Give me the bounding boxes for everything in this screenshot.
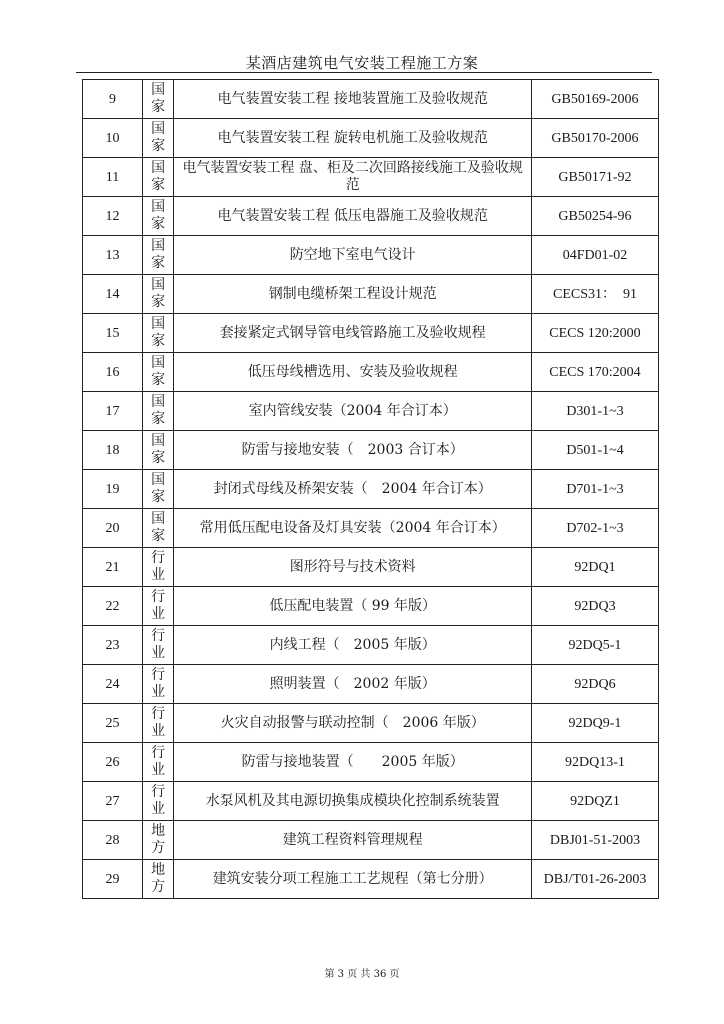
- row-number: 29: [83, 860, 143, 899]
- row-standard-code: D702-1~3: [531, 509, 658, 548]
- row-category: 国家: [151, 433, 166, 466]
- row-standard-code: DBJ/T01-26-2003: [531, 860, 658, 899]
- row-standard-code: DBJ01-51-2003: [531, 821, 658, 860]
- row-category-cell: [142, 782, 173, 821]
- row-category: 国家: [151, 472, 166, 505]
- row-category-cell: [142, 509, 173, 548]
- row-standard-name: 电气装置安装工程 接地装置施工及验收规范: [174, 80, 532, 119]
- row-category-cell: [142, 119, 173, 158]
- row-standard-name: 套接紧定式钢导管电线管路施工及验收规程: [174, 314, 532, 353]
- row-standard-name: 防空地下室电气设计: [174, 236, 532, 275]
- row-number: 28: [83, 821, 143, 860]
- row-number: 27: [83, 782, 143, 821]
- page-footer: 第 3 页 共 36 页: [324, 969, 400, 980]
- row-category: 国家: [151, 277, 166, 310]
- row-category-cell: [142, 743, 173, 782]
- row-standard-code: GB50170-2006: [531, 119, 658, 158]
- row-category: 行业: [151, 784, 166, 817]
- row-category-cell: [142, 821, 173, 860]
- row-category: 国家: [151, 355, 166, 388]
- row-standard-name: 常用低压配电设备及灯具安装（2004 年合订本）: [174, 509, 532, 548]
- table-row: [83, 548, 659, 587]
- table-row: [83, 665, 659, 704]
- table-row: [83, 314, 659, 353]
- row-standard-name: 建筑工程资料管理规程: [174, 821, 532, 860]
- row-category-cell: [142, 548, 173, 587]
- row-standard-code: CECS 170:2004: [531, 353, 658, 392]
- row-category-cell: [142, 158, 173, 197]
- row-number: 15: [83, 314, 143, 353]
- row-standard-code: 04FD01-02: [531, 236, 658, 275]
- row-category-cell: [142, 236, 173, 275]
- row-number: 14: [83, 275, 143, 314]
- row-number: 12: [83, 197, 143, 236]
- table-row: [83, 821, 659, 860]
- row-standard-name: 室内管线安装（2004 年合订本）: [174, 392, 532, 431]
- table-row: [83, 587, 659, 626]
- row-standard-name: 图形符号与技术资料: [174, 548, 532, 587]
- row-category: 国家: [151, 511, 166, 544]
- row-standard-code: D301-1~3: [531, 392, 658, 431]
- row-category-cell: [142, 626, 173, 665]
- row-standard-code: 92DQ1: [531, 548, 658, 587]
- row-standard-name: 电气装置安装工程 旋转电机施工及验收规范: [174, 119, 532, 158]
- row-standard-name: 防雷与接地装置（ 2005 年版）: [174, 743, 532, 782]
- table-row: [83, 197, 659, 236]
- row-standard-code: 92DQ9-1: [531, 704, 658, 743]
- row-number: 19: [83, 470, 143, 509]
- row-standard-code: CECS 120:2000: [531, 314, 658, 353]
- row-standard-code: GB50171-92: [531, 158, 658, 197]
- row-number: 22: [83, 587, 143, 626]
- table-row: [83, 158, 659, 197]
- row-number: 11: [83, 158, 143, 197]
- row-category: 地方: [151, 823, 166, 856]
- row-category: 国家: [151, 394, 166, 427]
- row-standard-code: GB50169-2006: [531, 80, 658, 119]
- row-category: 国家: [151, 199, 166, 232]
- row-category: 行业: [151, 628, 166, 661]
- row-category: 行业: [151, 550, 166, 583]
- table-row: [83, 470, 659, 509]
- table-row: [83, 431, 659, 470]
- row-standard-name: 内线工程（ 2005 年版）: [174, 626, 532, 665]
- row-standard-name: 低压配电装置（ 99 年版）: [174, 587, 532, 626]
- row-number: 26: [83, 743, 143, 782]
- row-standard-name: 封闭式母线及桥架安装（ 2004 年合订本）: [174, 470, 532, 509]
- row-category: 行业: [151, 667, 166, 700]
- row-category: 国家: [151, 82, 166, 115]
- table-row: [83, 353, 659, 392]
- row-standard-name: 火灾自动报警与联动控制（ 2006 年版）: [174, 704, 532, 743]
- row-standard-code: 92DQ6: [531, 665, 658, 704]
- row-category: 国家: [151, 238, 166, 271]
- row-category: 行业: [151, 745, 166, 778]
- row-number: 23: [83, 626, 143, 665]
- row-number: 17: [83, 392, 143, 431]
- row-standard-name: 水泵风机及其电源切换集成模块化控制系统装置: [174, 782, 532, 821]
- table-row: [83, 626, 659, 665]
- row-standard-name: 电气装置安装工程 低压电器施工及验收规范: [174, 197, 532, 236]
- row-number: 18: [83, 431, 143, 470]
- row-category-cell: [142, 314, 173, 353]
- row-standard-name: 建筑安装分项工程施工工艺规程（第七分册）: [174, 860, 532, 899]
- row-standard-code: 92DQ3: [531, 587, 658, 626]
- row-category-cell: [142, 392, 173, 431]
- row-standard-code: D501-1~4: [531, 431, 658, 470]
- row-category-cell: [142, 665, 173, 704]
- row-category-cell: [142, 80, 173, 119]
- row-standard-name: 低压母线槽选用、安装及验收规程: [174, 353, 532, 392]
- row-category-cell: [142, 353, 173, 392]
- header-rule: [76, 72, 652, 73]
- row-standard-name: 照明装置（ 2002 年版）: [174, 665, 532, 704]
- row-standard-code: D701-1~3: [531, 470, 658, 509]
- row-number: 10: [83, 119, 143, 158]
- standards-table: [82, 79, 659, 899]
- row-standard-code: 92DQZ1: [531, 782, 658, 821]
- row-number: 21: [83, 548, 143, 587]
- row-standard-name: 防雷与接地安装（ 2003 合订本）: [174, 431, 532, 470]
- row-number: 25: [83, 704, 143, 743]
- standards-table-body: [83, 80, 659, 899]
- row-standard-code: 92DQ5-1: [531, 626, 658, 665]
- row-category-cell: [142, 704, 173, 743]
- row-category-cell: [142, 470, 173, 509]
- row-standard-name: 钢制电缆桥架工程设计规范: [174, 275, 532, 314]
- table-row: [83, 704, 659, 743]
- row-category: 国家: [151, 121, 166, 154]
- row-category: 地方: [151, 862, 166, 895]
- row-number: 20: [83, 509, 143, 548]
- table-row: [83, 275, 659, 314]
- row-number: 16: [83, 353, 143, 392]
- row-standard-code: GB50254-96: [531, 197, 658, 236]
- row-number: 13: [83, 236, 143, 275]
- table-row: [83, 392, 659, 431]
- row-category: 国家: [151, 160, 166, 193]
- row-category: 国家: [151, 316, 166, 349]
- table-row: [83, 509, 659, 548]
- table-row: [83, 236, 659, 275]
- table-row: [83, 782, 659, 821]
- row-category-cell: [142, 431, 173, 470]
- row-category-cell: [142, 275, 173, 314]
- table-row: [83, 80, 659, 119]
- row-category-cell: [142, 197, 173, 236]
- row-category: 行业: [151, 589, 166, 622]
- row-number: 9: [83, 80, 143, 119]
- table-row: [83, 119, 659, 158]
- row-standard-code: CECS31： 91: [531, 275, 658, 314]
- row-category-cell: [142, 587, 173, 626]
- table-row: [83, 743, 659, 782]
- document-header-title: 某酒店建筑电气安装工程施工方案: [245, 54, 479, 72]
- row-category: 行业: [151, 706, 166, 739]
- row-category-cell: [142, 860, 173, 899]
- table-row: [83, 860, 659, 899]
- row-number: 24: [83, 665, 143, 704]
- row-standard-name: 电气装置安装工程 盘、柜及二次回路接线施工及验收规范: [174, 158, 532, 197]
- row-standard-code: 92DQ13-1: [531, 743, 658, 782]
